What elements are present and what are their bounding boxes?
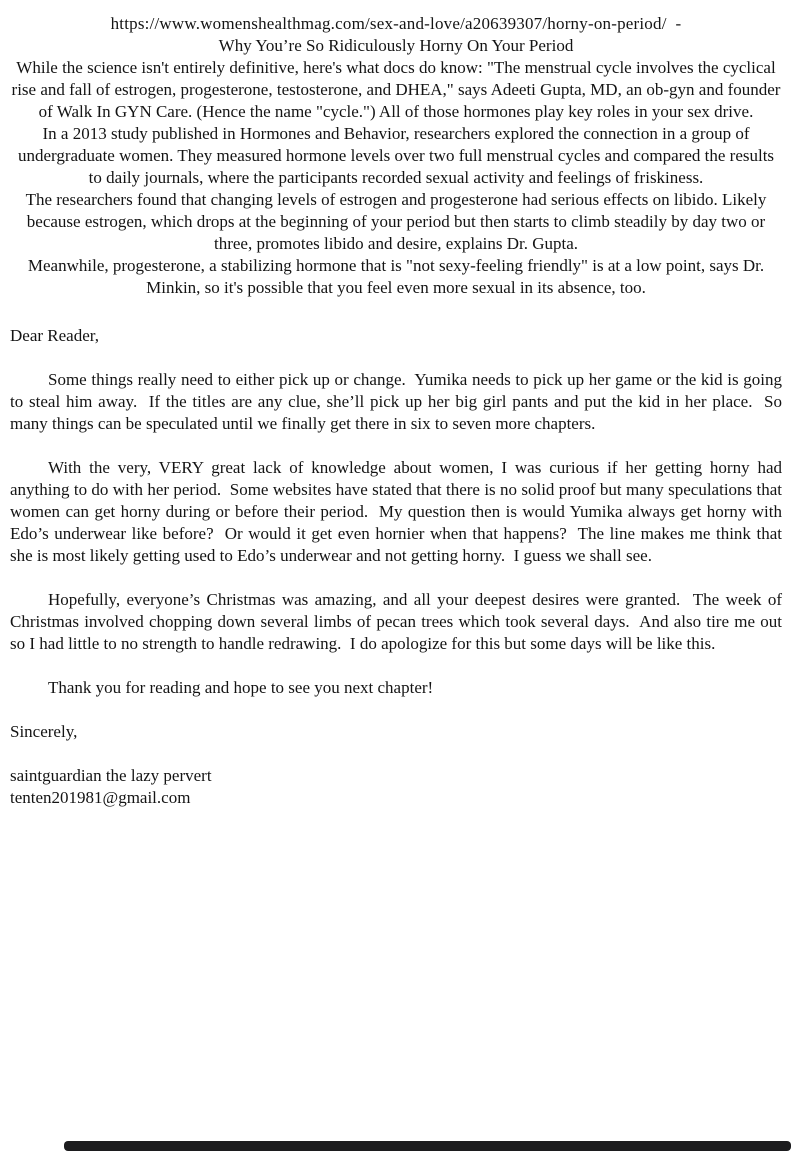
- source-url-text: https://www.womenshealthmag.com/sex-and-love/a20639307/horny-on-period/ -: [110, 14, 682, 33]
- letter-paragraph: Hopefully, everyone’s Christmas was amazing, and all your deepest desires were granted. The week of Christmas involved chopping down several limbs of pecan trees which took several days. And also tire me out so I had little to no strength to handle redrawing. I do apologize for this but some days will be like this.: [10, 590, 787, 653]
- article-paragraph: Meanwhile, progesterone, a stabilizing hormone that is "not sexy-feeling friendly" is at a low point, says Dr. Minkin, so it's possible that you feel even more sexual in its absence, too.: [27, 256, 769, 297]
- article-paragraph: While the science isn't entirely definitive, here's what docs do know: "The menstrual cycle involves the cyclical rise and fall of estrogen, progesterone, testosterone, and DHEA," says Adeeti Gupta, MD, an ob-gyn and founder of Walk In GYN Care. (Hence the name "cycle.") All of those hormones play key roles in your sex drive.: [11, 58, 785, 121]
- letter-thanks-line: Thank you for reading and hope to see you next chapter!: [48, 678, 434, 697]
- article-title: Why You’re So Ridiculously Horny On Your Period: [218, 36, 574, 55]
- letter-closing: Sincerely,: [10, 722, 78, 741]
- letter-body: [10, 325, 787, 809]
- article-paragraph: The researchers found that changing levels of estrogen and progesterone had serious effects on libido. Likely because estrogen, which drops at the beginning of your period but then starts to climb steadily by day two or three, promotes libido and desire, explains Dr. Gupta.: [25, 190, 771, 253]
- letter-paragraph: Some things really need to either pick up or change. Yumika needs to pick up her game or the kid is going to steal him away. If the titles are any clue, she’ll pick up her big girl pants and put the kid in her place. So many things can be speculated until we finally get there in six to seven more chapters.: [10, 370, 787, 433]
- article-paragraph: In a 2013 study published in Hormones and Behavior, researchers explored the connection in a group of undergraduate women. They measured hormone levels over two full menstrual cycles and compared the results to daily journals, where the participants recorded sexual activity and feelings of friskiness.: [17, 124, 779, 187]
- signature-name: saintguardian the lazy pervert: [10, 766, 212, 785]
- letter-salutation: Dear Reader,: [10, 326, 99, 345]
- letter-paragraph: With the very, VERY great lack of knowledge about women, I was curious if her getting horny had anything to do with her period. Some websites have stated that there is no solid proof but many speculations that women can get horny during or before their period. My question then is would Yumika always get horny with Edo’s underwear like before? Or would it get even hornier when that happens? The line makes me think that she is most likely getting used to Edo’s underwear and not getting horny. I guess we shall see.: [10, 458, 787, 565]
- quoted-article-block: [10, 13, 785, 299]
- signature-block: [10, 765, 782, 809]
- horizontal-scrollbar-thumb[interactable]: [64, 1141, 791, 1151]
- signature-email: tenten201981@gmail.com: [10, 788, 191, 807]
